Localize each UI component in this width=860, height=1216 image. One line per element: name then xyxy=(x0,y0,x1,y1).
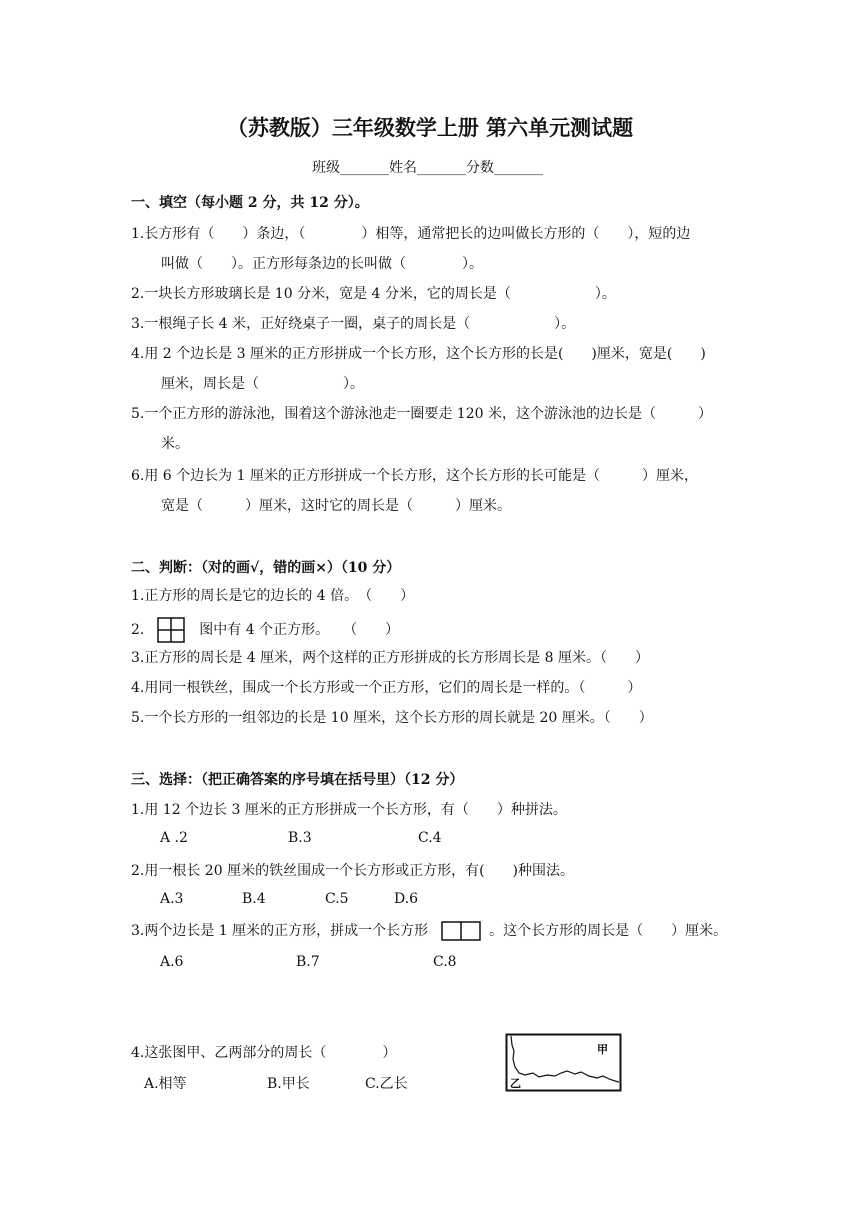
s2-question2-text: 图中有 4 个正方形。 （ ） xyxy=(199,622,400,638)
s3-q4-option-b: B.甲长 xyxy=(267,1076,310,1092)
s1-question5-line2: 米。 xyxy=(161,436,189,452)
s3-question3-text: 3.两个边长是 1 厘米的正方形，拼成一个长方形 xyxy=(131,923,429,939)
s3-q3-option-c: C.8 xyxy=(433,954,457,970)
two-square-rectangle-figure xyxy=(441,921,481,941)
s3-q2-option-b: B.4 xyxy=(242,891,266,907)
s1-question5-line1: 5.一个正方形的游泳池，围着这个游泳池走一圈要走 120 米，这个游泳池的边长是（ ） xyxy=(131,406,712,422)
s1-question6-line1: 6.用 6 个边长为 1 厘米的正方形拼成一个长方形，这个长方形的长可能是（ ）厘米， xyxy=(131,468,698,484)
s1-question6-line2: 宽是（ ）厘米，这时它的周长是（ ）厘米。 xyxy=(161,498,511,514)
section1-heading: 一、填空（每小题 2 分，共 12 分）。 xyxy=(131,195,369,211)
s3-question3-suffix: 。这个长方形的周长是（ ）厘米。 xyxy=(489,923,728,939)
s3-q1-option-b: B.3 xyxy=(288,830,312,846)
s3-question4: 4.这张图甲、乙两部分的周长（ ） xyxy=(131,1045,397,1061)
four-square-grid-figure xyxy=(157,617,185,643)
s1-question1-line2: 叫做（ ）。正方形每条边的长叫做（ ）。 xyxy=(161,256,483,272)
s3-q2-option-a: A.3 xyxy=(160,891,184,907)
s3-q4-option-a: A.相等 xyxy=(144,1076,187,1092)
s2-question4: 4.用同一根铁丝，围成一个长方形或一个正方形，它们的周长是一样的。（ ） xyxy=(131,680,642,696)
s2-question1: 1.正方形的周长是它的边长的 4 倍。 （ ） xyxy=(131,588,415,604)
s2-question5: 5.一个长方形的一组邻边的长是 10 厘米，这个长方形的周长就是 20 厘米。（ ） xyxy=(131,710,653,726)
s3-q3-option-a: A.6 xyxy=(160,954,184,970)
s3-q2-option-c: C.5 xyxy=(325,891,349,907)
s3-q1-option-a: A .2 xyxy=(160,830,188,846)
s1-question4-line1: 4.用 2 个边长是 3 厘米的正方形拼成一个长方形，这个长方形的长是( )厘米，宽是( ) xyxy=(131,346,706,362)
page-title: （苏教版）三年级数学上册 第六单元测试题 xyxy=(226,115,634,140)
s3-q3-option-b: B.7 xyxy=(296,954,320,970)
s3-question1: 1.用 12 个边长 3 厘米的正方形拼成一个长方形，有（ ）种拼法。 xyxy=(131,802,567,818)
figure-label-yi: 乙 xyxy=(510,1077,521,1090)
student-info-line: 班级_______姓名_______分数_______ xyxy=(312,160,543,176)
figure-label-jia: 甲 xyxy=(597,1043,608,1056)
s3-question2: 2.用一根长 20 厘米的铁丝围成一个长方形或正方形，有( )种围法。 xyxy=(131,863,574,879)
s1-question4-line2: 厘米，周长是（ ）。 xyxy=(161,376,364,392)
s1-question3: 3.一根绳子长 4 米，正好绕桌子一圈，桌子的周长是（ ）。 xyxy=(131,316,576,332)
s1-question1-line1: 1.长方形有（ ）条边，（ ）相等，通常把长的边叫做长方形的（ ），短的边 xyxy=(131,226,691,242)
s2-question3: 3.正方形的周长是 4 厘米，两个这样的正方形拼成的长方形周长是 8 厘米。（ ） xyxy=(131,650,649,666)
section2-heading: 二、判断：（对的画√，错的画×）（10 分） xyxy=(131,560,401,576)
section3-heading: 三、选择：（把正确答案的序号填在括号里）（12 分） xyxy=(131,772,464,788)
s3-q1-option-c: C.4 xyxy=(418,830,442,846)
s2-question2-number: 2. xyxy=(131,622,145,638)
s1-question2: 2.一块长方形玻璃长是 10 分米，宽是 4 分米，它的周长是（ ）。 xyxy=(131,286,616,302)
s3-question3 xyxy=(131,921,727,941)
perimeter-comparison-figure xyxy=(505,1033,623,1093)
s3-q2-option-d: D.6 xyxy=(394,891,419,907)
s3-q4-option-c: C.乙长 xyxy=(365,1076,408,1092)
s2-question2 xyxy=(131,617,399,643)
